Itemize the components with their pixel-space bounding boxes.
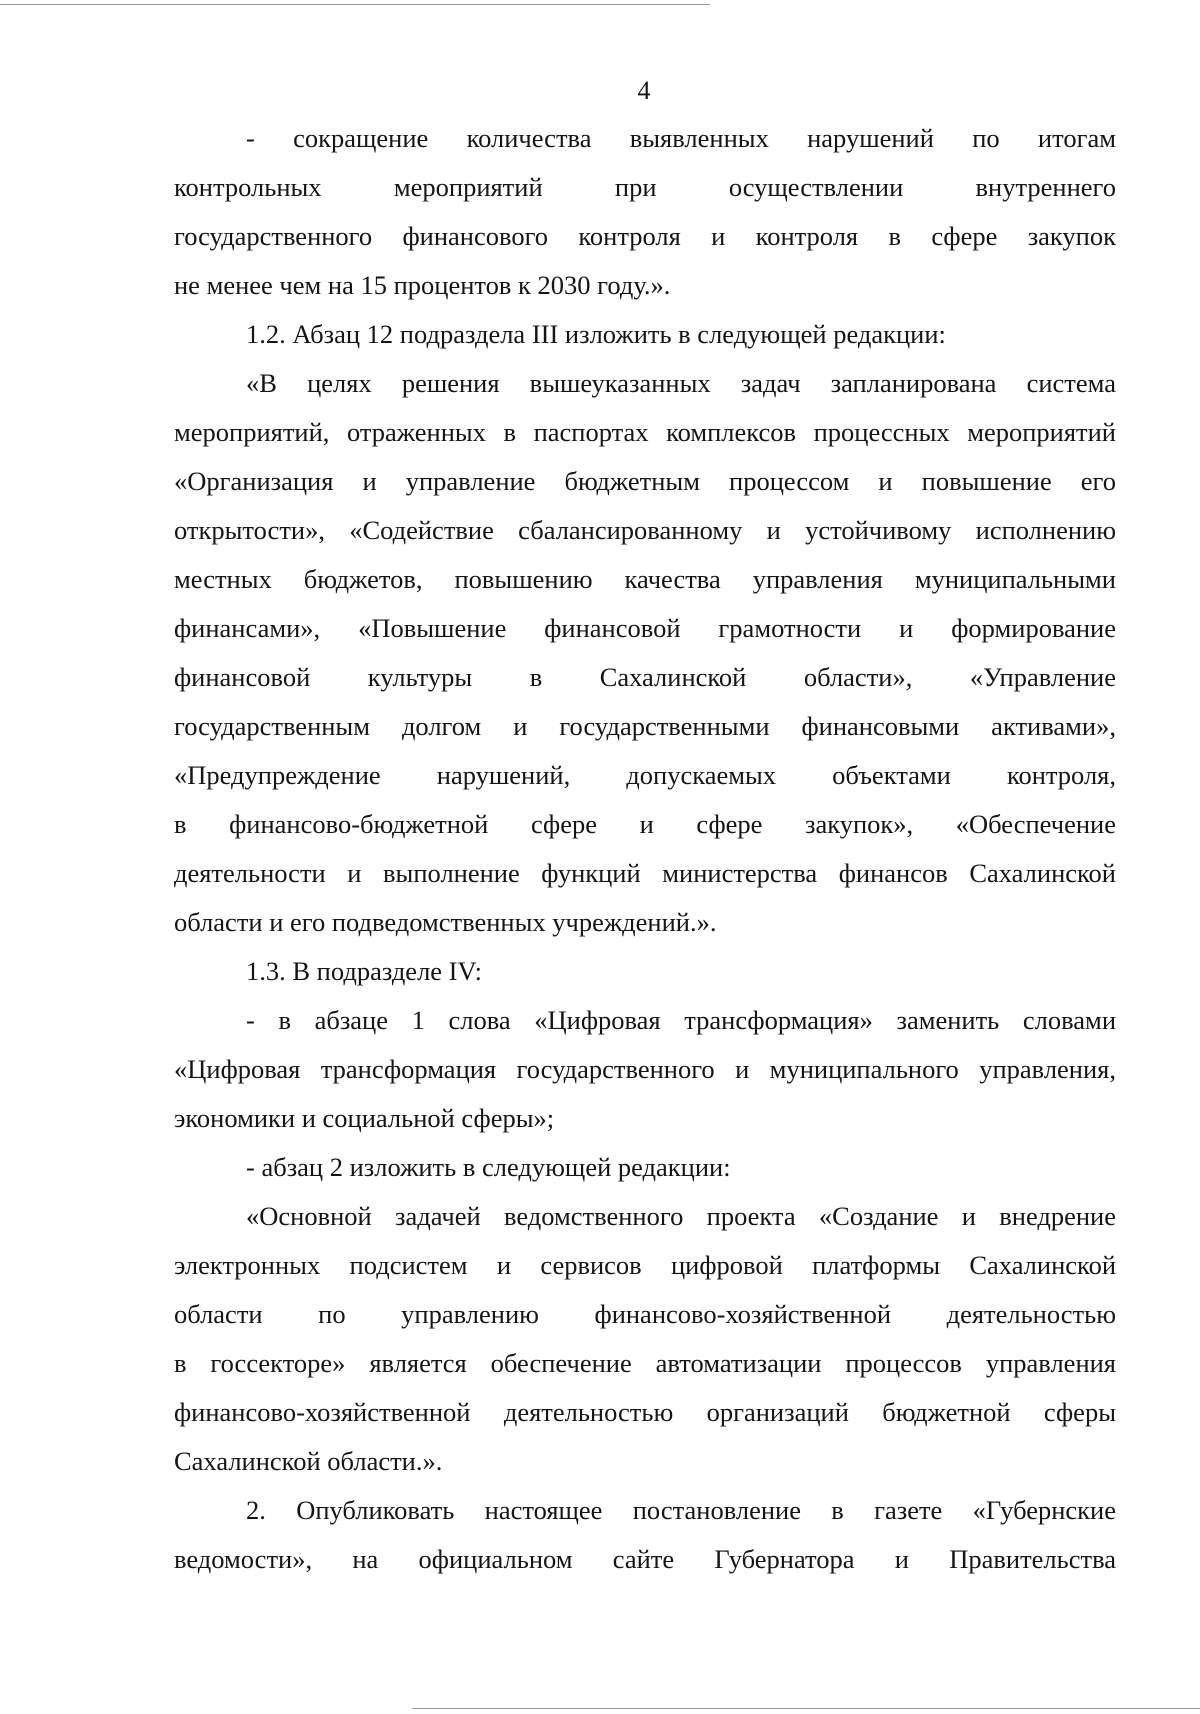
text-line: области и его подведомственных учреждений.». (174, 907, 717, 937)
paragraph-item-1-3 (174, 953, 1116, 1002)
text-line: «Организация и управление бюджетным процессом и повышение его (174, 466, 1116, 496)
text-line: финансовой культуры в Сахалинской области», «Управление (174, 662, 1116, 692)
text-line: мероприятий, отраженных в паспортах комплексов процессных мероприятий (174, 417, 1116, 447)
text-line: в госсекторе» является обеспечение автоматизации процессов управления (174, 1348, 1116, 1378)
text-line: области по управлению финансово-хозяйственной деятельностью (174, 1299, 1116, 1329)
paragraph-abzac-2 (174, 1149, 1116, 1198)
text-line: Сахалинской области.». (174, 1446, 443, 1476)
paragraph-main-task (174, 1198, 1116, 1492)
paragraph-item-2-publish (174, 1492, 1116, 1590)
text-line: «Цифровая трансформация государственного и муниципального управления, (174, 1054, 1116, 1084)
text-line: «Основной задачей ведомственного проекта «Создание и внедрение (246, 1201, 1116, 1231)
text-line: электронных подсистем и сервисов цифровой платформы Сахалинской (174, 1250, 1116, 1280)
text-line: «В целях решения вышеуказанных задач запланирована система (246, 368, 1116, 398)
text-line: в финансово-бюджетной сфере и сфере закупок», «Обеспечение (174, 809, 1116, 839)
paragraph-item-1-2 (174, 316, 1116, 365)
paragraph-replace-words (174, 1002, 1116, 1149)
text-line: финансово-хозяйственной деятельностью организаций бюджетной сферы (174, 1397, 1116, 1427)
text-line: государственного финансового контроля и контроля в сфере закупок (174, 221, 1116, 251)
text-line: экономики и социальной сферы»; (174, 1103, 555, 1133)
text-line: - абзац 2 изложить в следующей редакции: (246, 1152, 731, 1182)
text-line: финансами», «Повышение финансовой грамотности и формирование (174, 613, 1116, 643)
text-line: 1.3. В подразделе IV: (246, 956, 483, 986)
text-line: не менее чем на 15 процентов к 2030 году.». (174, 270, 671, 300)
page-number: 4 (637, 76, 651, 105)
text-line: 2. Опубликовать настоящее постановление в газете «Губернские (246, 1495, 1116, 1525)
text-line: деятельности и выполнение функций министерства финансов Сахалинской (174, 858, 1116, 888)
text-line: 1.2. Абзац 12 подраздела III изложить в следующей редакции: (246, 319, 946, 349)
text-line: - в абзаце 1 слова «Цифровая трансформация» заменить словами (246, 1005, 1116, 1035)
paragraph-system-of-measures (174, 365, 1116, 953)
text-line: - сокращение количества выявленных нарушений по итогам (246, 123, 1116, 153)
text-line: местных бюджетов, повышению качества управления муниципальными (174, 564, 1116, 594)
top-edge-rule (0, 4, 710, 5)
document-body (174, 120, 1116, 1590)
text-line: контрольных мероприятий при осуществлении внутреннего (174, 172, 1116, 202)
text-line: «Предупреждение нарушений, допускаемых объектами контроля, (174, 760, 1116, 790)
paragraph-goal-violations (174, 120, 1116, 316)
text-line: открытости», «Содействие сбалансированному и устойчивому исполнению (174, 515, 1116, 545)
text-line: ведомости», на официальном сайте Губернатора и Правительства (174, 1544, 1116, 1574)
bottom-edge-rule (412, 1708, 1200, 1709)
text-line: государственным долгом и государственными финансовыми активами», (174, 711, 1116, 741)
